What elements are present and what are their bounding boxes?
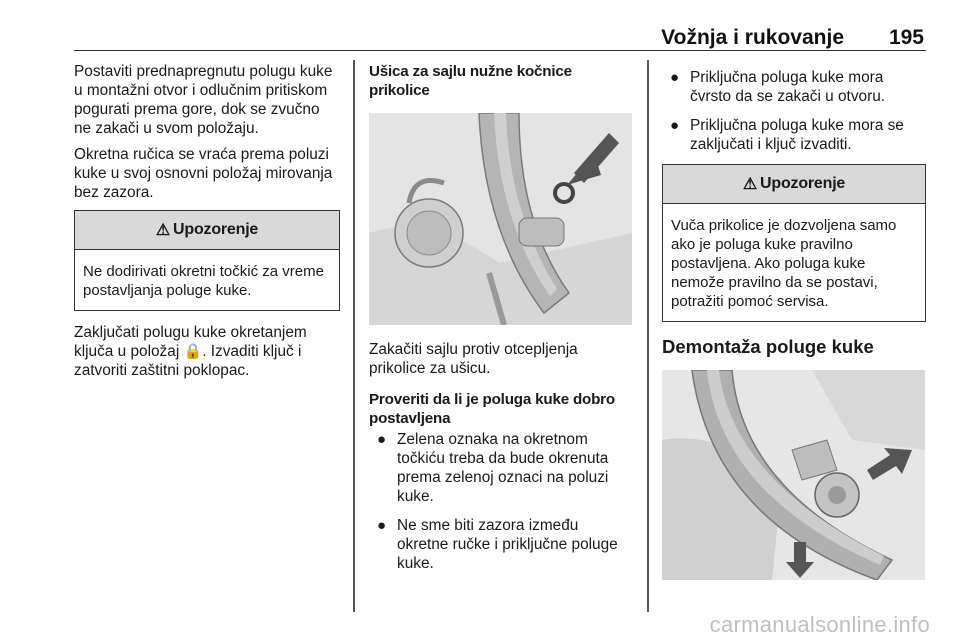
chapter-title: Vožnja i rukovanje bbox=[661, 26, 844, 49]
watermark: carmanualsonline.info bbox=[709, 612, 930, 637]
column-right bbox=[662, 62, 926, 580]
bullet-icon: ● bbox=[670, 117, 680, 134]
warning-triangle-icon: ⚠ bbox=[155, 222, 171, 239]
paragraph-text: Zaključati polugu kuke okretanjem ključa u položaj bbox=[74, 324, 307, 360]
figure-hook-removal bbox=[662, 370, 925, 580]
paragraph: Okretna ručica se vraća prema poluzi kuke u svoj osnovni položaj mirovanja bez zazora. bbox=[74, 146, 333, 201]
list-item bbox=[662, 68, 926, 106]
paragraph: Postaviti prednapregnutu polugu kuke u montažni otvor i odlučnim pritiskom pogurati prema gore, dok se zvučno ne zakači u svom položaju. bbox=[74, 63, 333, 137]
list-item bbox=[662, 116, 926, 154]
lock-icon: 🔒 bbox=[183, 343, 203, 360]
bullet-list bbox=[369, 430, 633, 573]
bullet-icon: ● bbox=[377, 517, 387, 534]
figure-illustration bbox=[369, 113, 632, 325]
list-item bbox=[369, 516, 633, 573]
paragraph-text: . Izvaditi ključ i zatvoriti zaštitni poklopac. bbox=[74, 343, 302, 379]
subheading: Proveriti da li je poluga kuke dobro postavljena bbox=[369, 391, 615, 427]
warning-box bbox=[74, 210, 340, 311]
warning-text: Ne dodirivati okretni točkić za vreme postavljanja poluge kuke. bbox=[83, 263, 324, 299]
figure-caption: Zakačiti sajlu protiv otcepljenja prikolice za ušicu. bbox=[369, 341, 578, 377]
list-item-text: Ne sme biti zazora između okretne ručke i priključne poluge kuke. bbox=[397, 517, 618, 572]
warning-header bbox=[75, 211, 339, 250]
section-heading: Ušica za sajlu nužne kočnice prikolice bbox=[369, 63, 572, 99]
bullet-icon: ● bbox=[377, 431, 387, 448]
warning-box bbox=[662, 164, 926, 322]
warning-triangle-icon: ⚠ bbox=[742, 176, 758, 193]
list-item-text: Priključna poluga kuke mora se zaključati i ključ izvaditi. bbox=[690, 117, 904, 153]
bullet-icon: ● bbox=[670, 69, 680, 86]
list-item-text: Priključna poluga kuke mora čvrsto da se zakači u otvoru. bbox=[690, 69, 886, 105]
column-divider bbox=[353, 60, 355, 612]
bullet-list bbox=[662, 68, 926, 154]
warning-title: Upozorenje bbox=[760, 175, 846, 192]
column-divider bbox=[647, 60, 649, 612]
section-title: Demontaža poluge kuke bbox=[662, 336, 874, 357]
figure-illustration bbox=[662, 370, 925, 580]
warning-title: Upozorenje bbox=[173, 221, 259, 238]
warning-header bbox=[663, 165, 925, 204]
figure-trailer-eye bbox=[369, 113, 632, 325]
list-item bbox=[369, 430, 633, 506]
column-left bbox=[74, 62, 340, 387]
list-item-text: Zelena oznaka na okretnom točkiću treba da bude okrenuta prema zelenoj oznaci na poluzi kuke. bbox=[397, 431, 609, 505]
warning-text: Vuča prikolice je dozvoljena samo ako je poluga kuke pravilno postavljena. Ako poluga kuke nemože pravilno da se postavi, potražiti pomoć servisa. bbox=[671, 217, 897, 310]
paragraph bbox=[74, 323, 340, 380]
page-number: 195 bbox=[888, 26, 924, 49]
column-middle bbox=[369, 62, 633, 583]
page-header bbox=[74, 24, 926, 51]
